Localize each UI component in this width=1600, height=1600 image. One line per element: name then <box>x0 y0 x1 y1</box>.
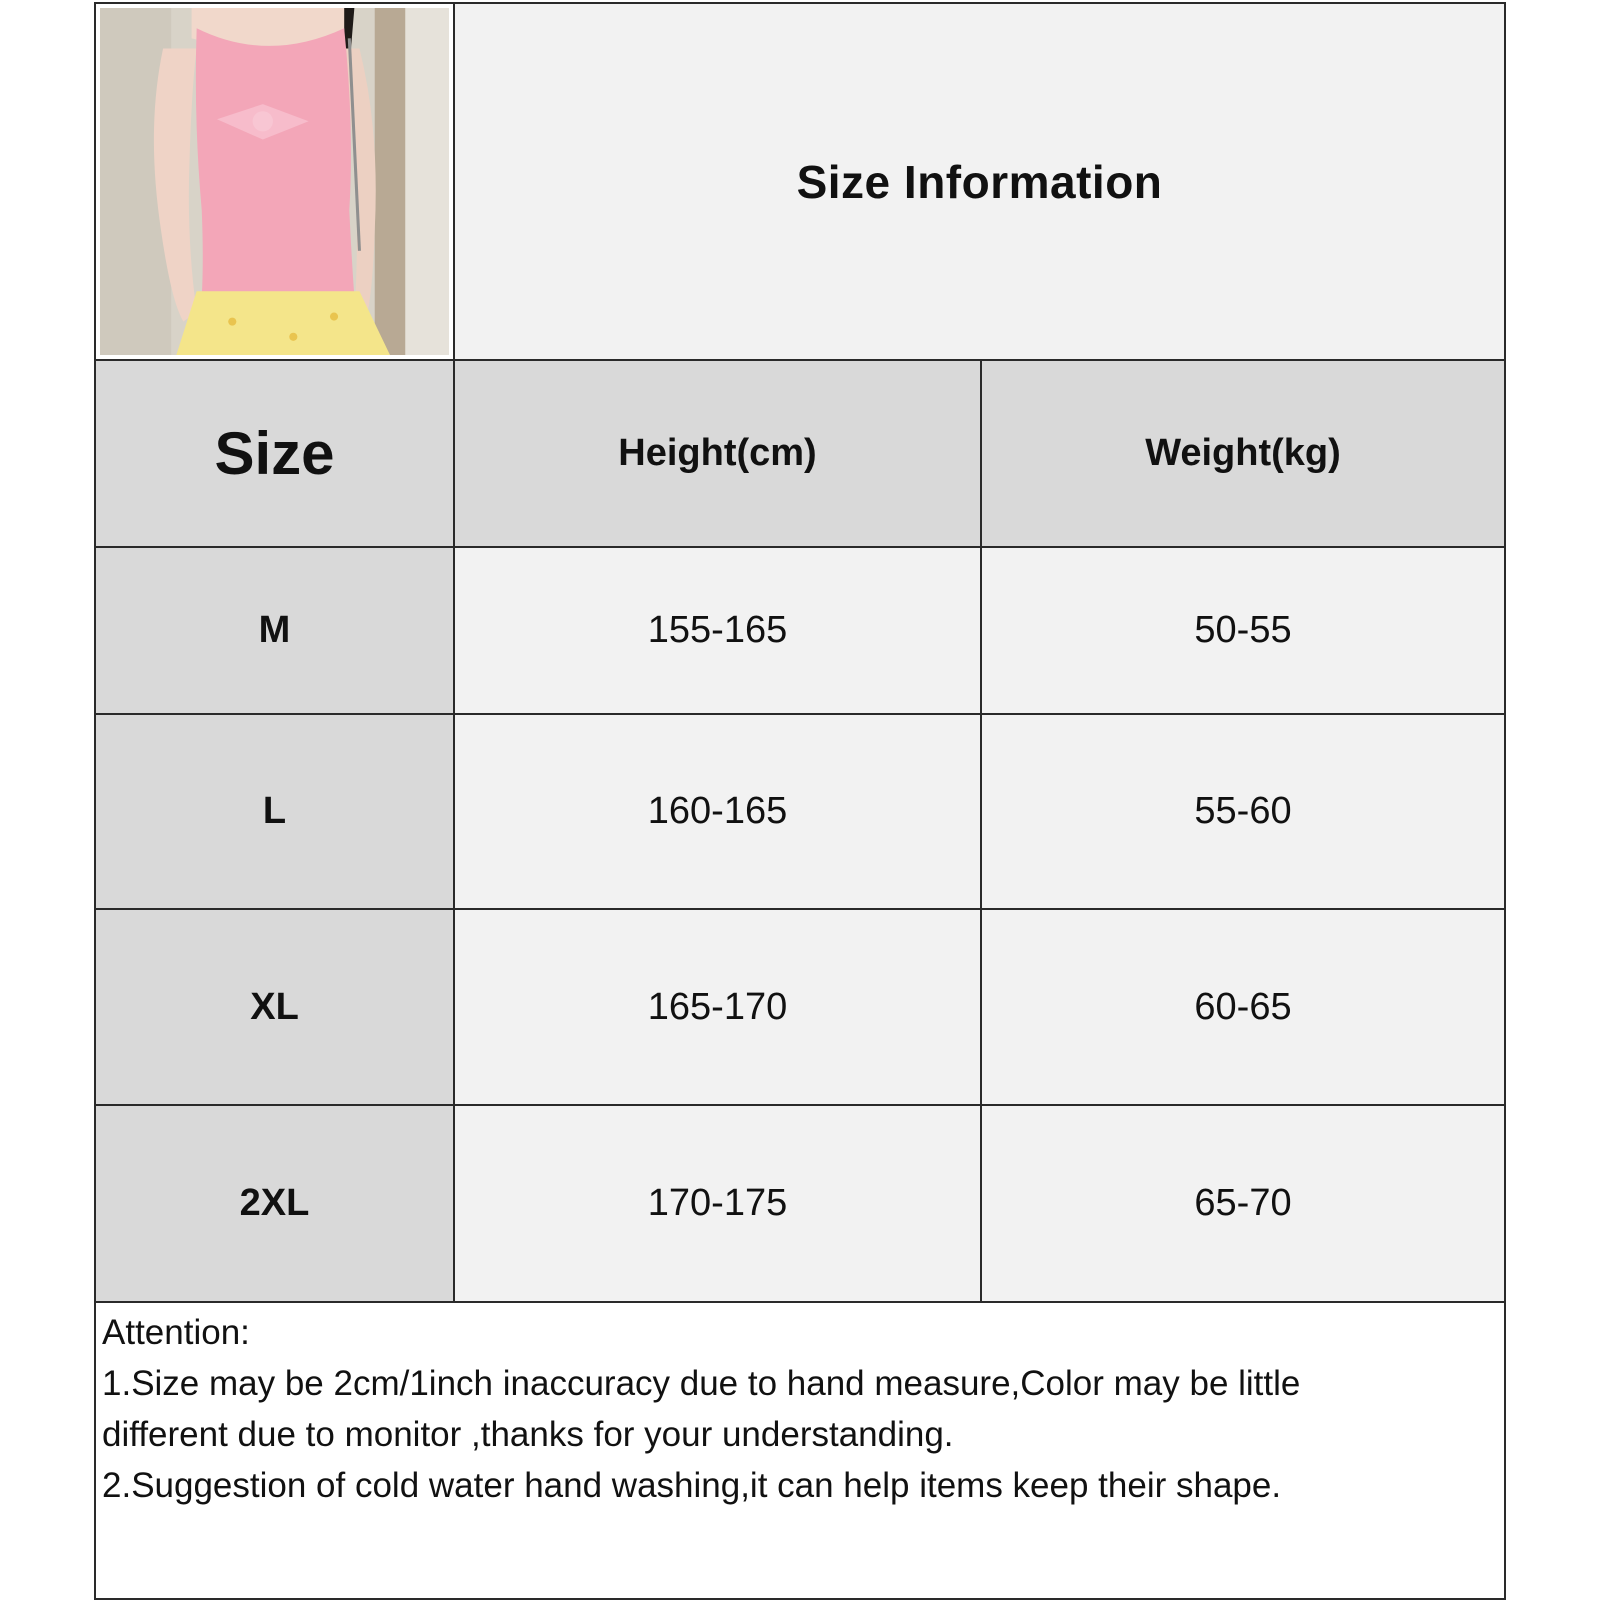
size-value: XL <box>96 910 455 1104</box>
table-row <box>96 1106 1504 1303</box>
height-value: 160-165 <box>455 715 982 908</box>
weight-value: 60-65 <box>982 910 1504 1104</box>
attention-line-1-continued: different due to monitor ,thanks for your understanding. <box>102 1415 954 1454</box>
weight-value: 65-70 <box>982 1106 1504 1301</box>
size-chart <box>94 2 1506 1600</box>
table-row <box>96 910 1504 1106</box>
height-value: 170-175 <box>455 1106 982 1301</box>
model-photo-illustration <box>100 8 449 355</box>
size-column-header: Size <box>96 361 455 546</box>
height-value: 165-170 <box>455 910 982 1104</box>
weight-value: 55-60 <box>982 715 1504 908</box>
product-photo <box>100 8 449 355</box>
attention-line-1: 1.Size may be 2cm/1inch inaccuracy due to hand measure,Color may be little <box>102 1364 1301 1403</box>
table-row <box>96 548 1504 715</box>
size-value: 2XL <box>96 1106 455 1301</box>
attention-note <box>96 1303 1504 1598</box>
chart-top-row <box>96 4 1504 361</box>
product-photo-cell <box>96 4 455 359</box>
attention-heading: Attention: <box>102 1313 250 1352</box>
table-header-row <box>96 361 1504 548</box>
size-value: L <box>96 715 455 908</box>
page-title: Size Information <box>455 4 1504 359</box>
weight-column-header: Weight(kg) <box>982 361 1504 546</box>
size-value: M <box>96 548 455 713</box>
weight-value: 50-55 <box>982 548 1504 713</box>
height-value: 155-165 <box>455 548 982 713</box>
table-row <box>96 715 1504 910</box>
attention-line-2: 2.Suggestion of cold water hand washing,it can help items keep their shape. <box>102 1466 1282 1505</box>
height-column-header: Height(cm) <box>455 361 982 546</box>
